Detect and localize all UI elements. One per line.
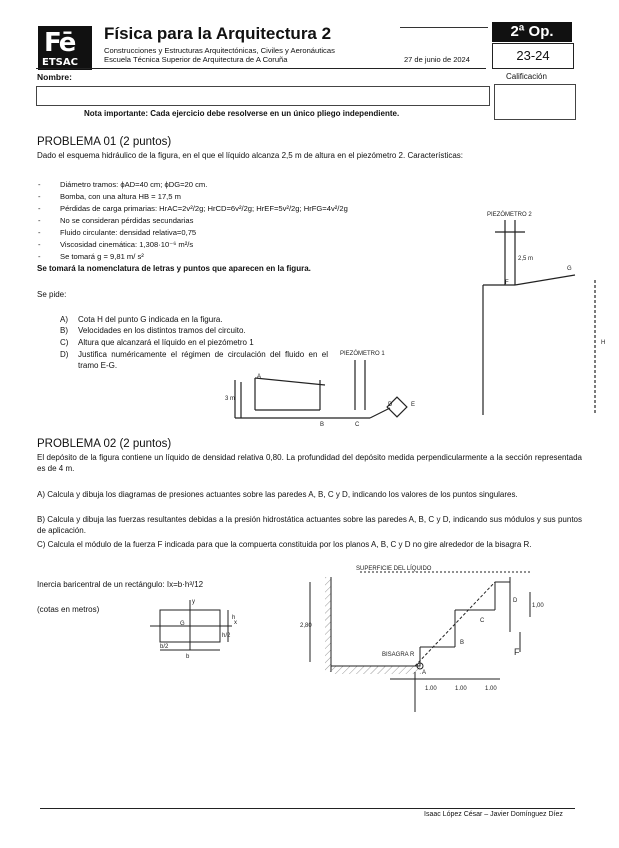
tank-hinge-label: BISAGRA R <box>382 652 415 658</box>
rect-label-g: G <box>180 621 185 627</box>
tank-force-label: F <box>514 647 520 657</box>
problem2-intro: El depósito de la figura contiene un líquido de densidad relativa 0,80. La profundidad del depósito medida perpendicularmente a la sección representada es de 4 m. <box>37 453 582 473</box>
p1-item-diameter: Diámetro tramos: ϕAD=40 cm; ϕDG=20 cm. <box>60 180 208 189</box>
tank-point-a: A <box>422 670 427 676</box>
fig-point-g: G <box>567 266 572 272</box>
p1-nomenclature: Se tomará la nomenclatura de letras y puntos que aparecen en la figura. <box>37 264 311 273</box>
subtitle-degree: Construcciones y Estructuras Arquitectónicas, Civiles y Aeronáuticas <box>104 46 335 55</box>
p1-asks-label: Se pide: <box>37 290 67 299</box>
tank-dim-1b: 1.00 <box>455 686 467 692</box>
p1-q-b: Velocidades en los distintos tramos del circuito. <box>78 326 246 335</box>
tank-dim-1a: 1.00 <box>425 686 437 692</box>
header-divider <box>36 68 486 69</box>
footer-divider <box>40 808 575 809</box>
p1-q-a-letter: A) <box>60 315 68 324</box>
p1-item-fluid: Fluido circulante: densidad relativa=0,75 <box>60 228 197 237</box>
tank-point-c: C <box>480 618 485 624</box>
fig-point-d: D <box>388 402 393 408</box>
name-label: Nombre: <box>37 72 72 82</box>
logo-text: ETSAC <box>42 57 78 68</box>
page-title: Física para la Arquitectura 2 <box>104 24 332 43</box>
fig-point-a: A <box>257 374 262 380</box>
p1-item-viscosity: Viscosidad cinemática: 1,308·10⁻⁶ m²/s <box>60 240 194 249</box>
p1-item-pump: Bomba, con una altura HB = 17,5 m <box>60 192 181 201</box>
tank-point-d: D <box>513 598 518 604</box>
tank-surface-label: SUPERFICIE DEL LÍQUIDO <box>356 566 432 572</box>
fig-point-c: C <box>355 422 360 428</box>
tank-dim-100: 1,00 <box>532 603 544 609</box>
p1-q-c: Altura que alcanzará el líquido en el piezómetro 1 <box>78 338 254 347</box>
fig-h25-label: 2,5 m <box>518 256 534 262</box>
p1-item-gravity: Se tomará g = 9,81 m/ s² <box>60 252 144 261</box>
footer-authors: Isaac López César – Javier Domínguez Díez <box>424 811 563 818</box>
rectangle-inertia-figure <box>140 595 250 660</box>
grade-field[interactable] <box>494 84 576 120</box>
important-note: Nota importante: Cada ejercicio debe resolverse en un único pliego independiente. <box>84 109 400 118</box>
problem2-part-c: C) Calcula el módulo de la fuerza F indicada para que la compuerta constituida por los planos A, B, C y D no gire alrededor de la bisagra R. <box>37 540 532 549</box>
p1-q-a: Cota H del punto G indicada en la figura. <box>78 315 223 324</box>
p1-item-losses: Pérdidas de carga primarias: HrAC=2v²/2g; HrCD=6v²/2g; HrEF=5v²/2g; HrFG=4v²/2g <box>60 204 348 213</box>
p1-q-d: Justifica numéricamente el régimen de circulación del fluido en el tramo E-G. <box>78 350 328 370</box>
tank-dim-1c: 1.00 <box>485 686 497 692</box>
tank-gate-figure <box>270 562 560 717</box>
tank-dim-280: 2,80 <box>300 623 312 629</box>
p1-item-secondary: No se consideran pérdidas secundarias <box>60 216 194 225</box>
problem2-part-b: B) Calcula y dibuja las fuerzas resultantes debidas a la presión hidrostática actuantes sobre las paredes A, B, C y D, indicando sus módulos y sus puntos de aplicación. <box>37 515 582 535</box>
name-field[interactable] <box>36 86 490 106</box>
problem2-title: PROBLEMA 02 (2 puntos) <box>37 438 172 450</box>
p1-q-d-letter: D) <box>60 350 69 359</box>
fig-piezo2-label: PIEZÓMETRO 2 <box>487 212 532 218</box>
exam-date: 27 de junio de 2024 <box>404 55 470 64</box>
subtitle-school: Escuela Técnica Superior de Arquitectura de A Coruña <box>104 55 288 64</box>
rect-label-h: h <box>232 615 236 621</box>
problem1-title: PROBLEMA 01 (2 puntos) <box>37 136 172 148</box>
logo-mark: Fē <box>44 28 75 58</box>
problem2-units: (cotas en metros) <box>37 605 100 614</box>
fig-h3-label: 3 m <box>225 396 236 402</box>
date-top-line <box>400 27 488 28</box>
fig-point-b: B <box>320 422 325 428</box>
rect-label-x: x <box>234 620 237 626</box>
rect-label-y: y <box>192 599 195 605</box>
fig-point-e: E <box>411 402 416 408</box>
rect-label-b2: b/2 <box>160 644 169 650</box>
p1-q-c-letter: C) <box>60 338 69 347</box>
grade-label: Calificación <box>506 72 547 81</box>
fig-H-label: H <box>601 340 606 346</box>
rect-label-b: b <box>186 654 190 660</box>
problem2-inertia: Inercia baricentral de un rectángulo: Ix=b·h³/12 <box>37 580 204 589</box>
rect-label-h2: h/2 <box>222 633 231 639</box>
problem1-intro: Dado el esquema hidráulico de la figura, en el que el líquido alcanza 2,5 m de altura en el piezómetro 2. Características: <box>37 151 464 160</box>
fig-point-f: F <box>505 280 509 286</box>
etsac-logo <box>38 26 92 70</box>
exam-badge: 2ª Op. <box>492 22 572 42</box>
fig-piezo1-label: PIEZÓMETRO 1 <box>340 351 385 357</box>
tank-point-b: B <box>460 640 465 646</box>
p1-q-b-letter: B) <box>60 326 68 335</box>
problem2-part-a: A) Calcula y dibuja los diagramas de presiones actuantes sobre las paredes A, B, C y D, indicando los valores de los puntos singulares. <box>37 490 518 499</box>
course-year: 23-24 <box>492 43 574 69</box>
hydraulic-circuit-figure <box>225 200 615 440</box>
